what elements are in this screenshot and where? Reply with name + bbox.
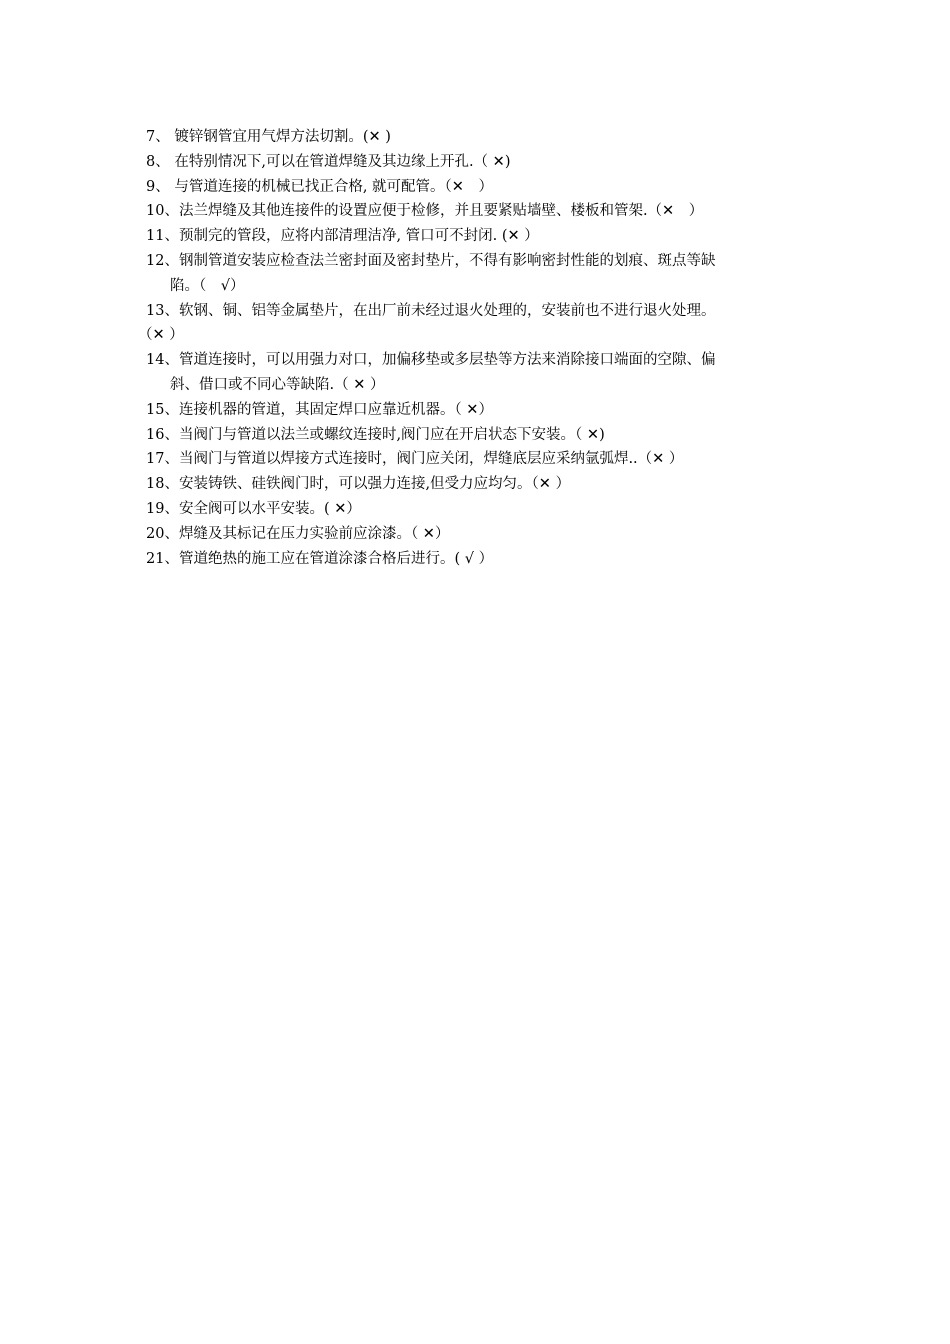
item-text: 焊缝及其标记在压力实验前应涂漆。（ ✕） (178, 525, 450, 542)
item-number: 11、 (146, 228, 179, 245)
item-continuation: 陷。（ √） (170, 277, 245, 294)
item-number: 7、 (146, 129, 170, 145)
item-continuation: 斜、借口或不同心等缺陷.（ ✕ ） (170, 376, 385, 393)
item-text: 钢制管道安装应检查法兰密封面及密封垫片，不得有影响密封性能的划痕、斑点等缺 (178, 252, 716, 269)
list-item (146, 224, 814, 249)
list-item (146, 522, 814, 547)
list-item (146, 447, 814, 472)
item-number: 14、 (146, 352, 179, 369)
list-item (146, 398, 814, 423)
item-number: 19、 (146, 500, 179, 517)
item-text: 管道绝热的施工应在管道涂漆合格后进行。( √ ） (178, 550, 494, 567)
item-text: 软钢、铜、铝等金属垫片，在出厂前未经过退火处理的，安装前也不进行退火处理。 (178, 302, 716, 319)
list-item (146, 547, 814, 572)
item-text: 镀锌钢管宜用气焊方法切割。(✕ ) (169, 129, 391, 145)
item-text: 连接机器的管道，其固定焊口应靠近机器。（ ✕） (178, 401, 493, 418)
list-item (146, 348, 814, 373)
item-number: 21、 (146, 550, 179, 567)
list-item (146, 199, 814, 224)
item-continuation: （✕ ） (138, 327, 184, 344)
item-text: 管道连接时，可以用强力对口，加偏移垫或多层垫等方法来消除接口端面的空隙、偏 (178, 352, 716, 369)
item-text: 安全阀可以水平安装。( ✕） (178, 500, 361, 517)
list-item (146, 423, 814, 448)
item-text: 与管道连接的机械已找正合格, 就可配管。（✕ ） (169, 178, 493, 195)
list-item (146, 175, 814, 200)
item-number: 15、 (146, 401, 179, 418)
list-item (146, 299, 814, 324)
item-number: 18、 (146, 476, 179, 493)
item-number: 17、 (146, 451, 179, 468)
list-item (146, 249, 814, 274)
item-text: 当阀门与管道以焊接方式连接时，阀门应关闭，焊缝底层应采纳氩弧焊..（✕ ） (178, 451, 684, 468)
question-list (138, 125, 814, 571)
list-item (146, 125, 814, 150)
item-text: 当阀门与管道以法兰或螺纹连接时,阀门应在开启状态下安装。（ ✕) (178, 426, 605, 443)
item-number: 9、 (146, 178, 170, 195)
item-text: 法兰焊缝及其他连接件的设置应便于检修，并且要紧贴墙壁、楼板和管架.（✕ ） (178, 203, 704, 220)
item-text: 在特别情况下,可以在管道焊缝及其边缘上开孔.（ ✕) (169, 153, 511, 170)
list-item (146, 150, 814, 175)
item-number: 16、 (146, 426, 179, 443)
item-text: 预制完的管段，应将内部清理洁净, 管口可不封闭. (✕ ） (178, 228, 539, 245)
list-item (146, 497, 814, 522)
item-number: 10、 (146, 203, 179, 220)
item-number: 8、 (146, 153, 170, 170)
item-number: 12、 (146, 252, 179, 269)
item-number: 13、 (146, 302, 179, 319)
item-text: 安装铸铁、硅铁阀门时，可以强力连接,但受力应均匀。（✕ ） (178, 476, 571, 493)
item-number: 20、 (146, 525, 179, 542)
list-item (146, 472, 814, 497)
